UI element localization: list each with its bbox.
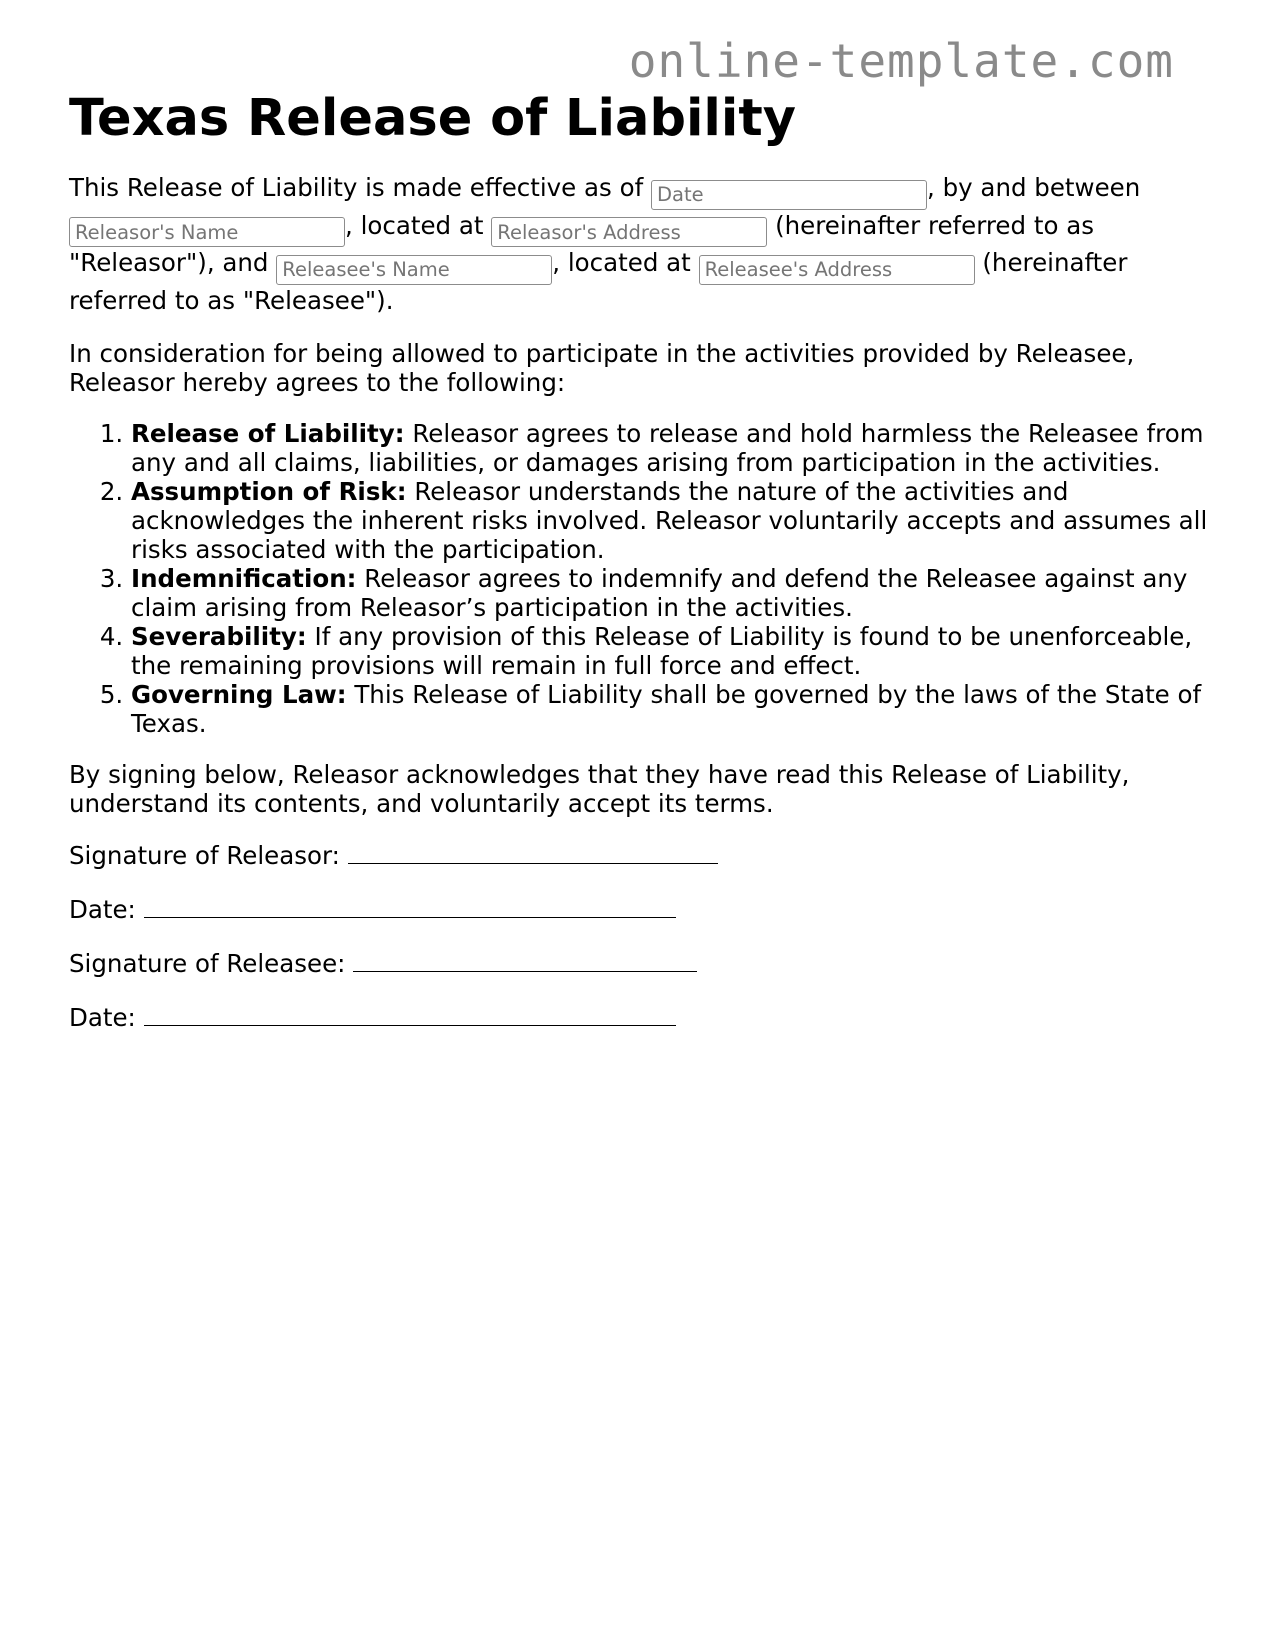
- term-text: This Release of Liability shall be governed by the laws of the State of Texas.: [131, 680, 1202, 738]
- terms-list: [69, 419, 1209, 738]
- document-title: Texas Release of Liability: [69, 89, 797, 148]
- releasee-signature-label: Signature of Releasee:: [69, 949, 346, 978]
- term-heading: Release of Liability:: [131, 419, 405, 448]
- releasor-name-field[interactable]: [69, 217, 345, 247]
- term-item: [131, 564, 1209, 622]
- term-text: If any provision of this Release of Liability is found to be unenforceable, the remaining provisions will remain in full force and effect.: [131, 622, 1193, 680]
- term-text: Releasor agrees to release and hold harmless the Releasee from any and all claims, liabilities, or damages arising from participation in the activities.: [131, 419, 1204, 477]
- releasee-date-label: Date:: [69, 1003, 136, 1032]
- term-heading: Governing Law:: [131, 680, 347, 709]
- term-item: [131, 622, 1209, 680]
- term-heading: Indemnification:: [131, 564, 357, 593]
- term-heading: Severability:: [131, 622, 307, 651]
- intro-paragraph: [69, 172, 1209, 317]
- intro-text-2: , by and between: [927, 173, 1141, 202]
- term-text: Releasor agrees to indemnify and defend the Releasee against any claim arising from Releasor’s participation in the activities.: [131, 564, 1188, 622]
- releasee-address-field[interactable]: [699, 255, 975, 285]
- releasee-date-blank[interactable]: [144, 1005, 676, 1026]
- releasee-signature-blank[interactable]: [353, 951, 697, 972]
- term-text: Releasor understands the nature of the activities and acknowledges the inherent risks involved. Releasor voluntarily accepts and assumes all risks associated with the participation.: [131, 477, 1208, 564]
- intro-text-3: , located at: [345, 210, 484, 240]
- intro-text-6: (hereinafter referred to as "Releasee").: [69, 248, 1128, 315]
- releasor-date-blank[interactable]: [144, 897, 676, 918]
- releasor-signature-blank[interactable]: [348, 843, 718, 864]
- releasor-address-field[interactable]: [491, 217, 767, 247]
- watermark: online-template.com: [628, 34, 1174, 88]
- releasor-date-line: [69, 894, 1209, 926]
- releasee-name-field[interactable]: [276, 255, 552, 285]
- acknowledgement-paragraph: By signing below, Releasor acknowledges that they have read this Release of Liability, understand its contents, and voluntarily accept its terms.: [69, 760, 1130, 818]
- intro-text-1: This Release of Liability is made effective as of: [69, 173, 644, 202]
- term-item: [131, 419, 1209, 477]
- term-item: [131, 680, 1209, 738]
- document-page: [69, 86, 1209, 1034]
- term-item: [131, 477, 1209, 564]
- intro-text-5: , located at: [552, 248, 691, 277]
- releasee-signature-line: [69, 948, 1209, 980]
- releasee-date-line: [69, 1002, 1209, 1034]
- effective-date-field[interactable]: [651, 180, 927, 210]
- releasor-date-label: Date:: [69, 895, 136, 924]
- term-heading: Assumption of Risk:: [131, 477, 407, 506]
- releasor-signature-line: [69, 840, 1209, 872]
- releasor-signature-label: Signature of Releasor:: [69, 841, 340, 870]
- consideration-paragraph: In consideration for being allowed to participate in the activities provided by Releasee, Releasor hereby agrees to the following:: [69, 339, 1135, 397]
- intro-text-4: (hereinafter referred to as "Releasor"), and: [69, 210, 1095, 277]
